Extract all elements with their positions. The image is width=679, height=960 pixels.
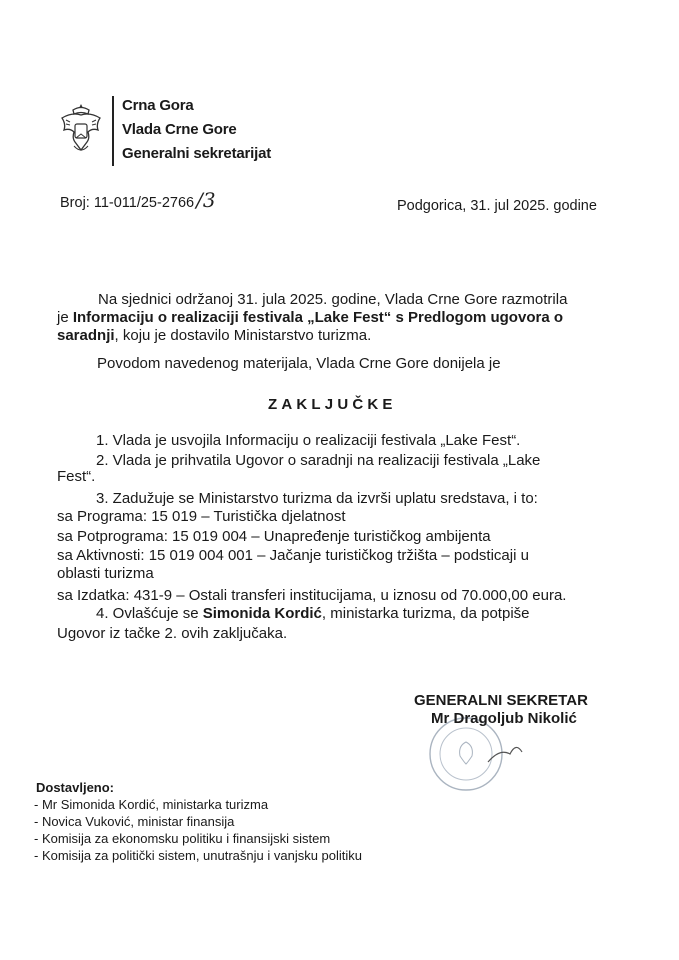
header-country: Crna Gora bbox=[122, 97, 194, 114]
signatory-title: GENERALNI SEKRETAR bbox=[414, 692, 588, 709]
header-government: Vlada Crne Gore bbox=[122, 121, 237, 138]
conclusion-4-pre: 4. Ovlašćuje se bbox=[96, 605, 203, 622]
letterhead-divider bbox=[112, 96, 114, 166]
conclusion-1: 1. Vlada je usvojila Informaciju o realizaciji festivala „Lake Fest“. bbox=[96, 432, 521, 449]
intro-line-3 bbox=[57, 327, 371, 345]
distribution-item: - Novica Vuković, ministar finansija bbox=[34, 814, 235, 829]
conclusion-2-line-1: 2. Vlada je prihvatila Ugovor o saradnji na realizaciji festivala „Lake bbox=[96, 452, 541, 469]
reference-number bbox=[60, 188, 216, 212]
conclusion-4-post: , ministarka turizma, da potpiše bbox=[321, 605, 530, 622]
distribution-heading: Dostavljeno: bbox=[36, 780, 115, 795]
broj-text: Broj: 11-011/25-2766 bbox=[60, 195, 195, 211]
intro-line-2-pre: je bbox=[57, 309, 73, 326]
conclusions-title: ZAKLJUČKE bbox=[268, 396, 397, 413]
conclusion-4-line-2: Ugovor iz tačke 2. ovih zaključaka. bbox=[57, 625, 288, 642]
distribution-item: - Mr Simonida Kordić, ministarka turizma bbox=[34, 797, 269, 812]
intro-line-2 bbox=[57, 309, 563, 327]
coat-of-arms-icon bbox=[58, 98, 104, 158]
conclusion-3-expense: sa Izdatka: 431-9 – Ostali transferi institucijama, u iznosu od 70.000,00 eura. bbox=[57, 587, 567, 604]
conclusion-2-line-2: Fest“. bbox=[57, 468, 96, 485]
place-date: Podgorica, 31. jul 2025. godine bbox=[397, 198, 597, 214]
intro-line-1: Na sjednici održanoj 31. jula 2025. godine, Vlada Crne Gore razmotrila bbox=[98, 291, 568, 308]
header-secretariat: Generalni sekretarijat bbox=[122, 145, 272, 162]
conclusion-3-program: sa Programa: 15 019 – Turistička djelatnost bbox=[57, 508, 346, 525]
conclusion-4-line-1 bbox=[96, 605, 530, 623]
distribution-item: - Komisija za ekonomsku politiku i finansijski sistem bbox=[34, 831, 331, 846]
intro-line-3-bold: saradnji bbox=[57, 327, 115, 344]
signatory-name: Mr Dragoljub Nikolić bbox=[431, 710, 577, 727]
intro-line-3-rest: , koju je dostavilo Ministarstvo turizma. bbox=[114, 327, 372, 344]
conclusion-3-subprogram: sa Potprograma: 15 019 004 – Unapređenje turističkog ambijenta bbox=[57, 528, 491, 545]
intro-line-2-bold: Informaciju o realizaciji festivala „Lake Fest“ s Predlogom ugovora o bbox=[72, 309, 563, 326]
conclusion-3-activity: sa Aktivnosti: 15 019 004 001 – Jačanje turističkog tržišta – podsticaji u bbox=[57, 547, 529, 564]
intro-line-4: Povodom navedenog materijala, Vlada Crne Gore donijela je bbox=[97, 355, 501, 372]
conclusion-4-name: Simonida Kordić bbox=[202, 605, 322, 622]
conclusion-3-activity-cont: oblasti turizma bbox=[57, 565, 154, 582]
conclusion-3-line-1: 3. Zadužuje se Ministarstvo turizma da izvrši uplatu sredstava, i to: bbox=[96, 490, 538, 507]
handwritten-suffix: /3 bbox=[196, 188, 216, 212]
distribution-item: - Komisija za politički sistem, unutrašnju i vanjsku politiku bbox=[34, 848, 363, 863]
